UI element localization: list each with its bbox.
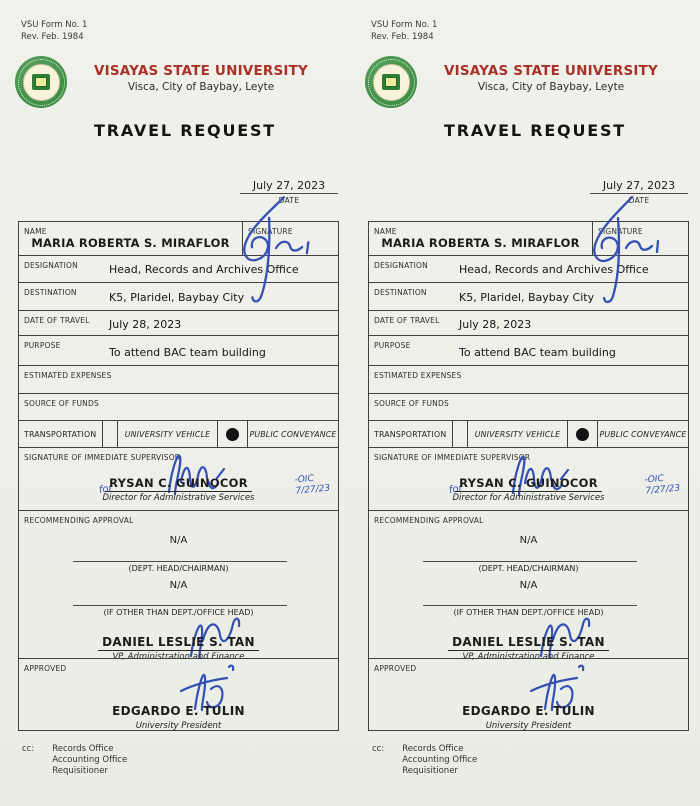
name-cell [369,222,593,255]
row-name [369,222,688,255]
signature-cell [243,222,338,255]
destination-value: K5, Plaridel, Baybay City [459,291,595,304]
name-cell [19,222,243,255]
university-address: Visca, City of Baybay, Leyte [127,81,275,93]
vsu-seal-icon [15,56,67,108]
cc-label: cc: [372,744,385,754]
seal-inner-ring [23,64,60,101]
supervisor-name-block [369,472,688,503]
approved-section-label: APPROVED [374,664,417,673]
vp-name: DANIEL LESLIE S. TAN [448,635,609,651]
vp-name: DANIEL LESLIE S. TAN [98,635,259,651]
oic-note-line2: 7/27/23 [645,482,681,496]
row-designation [369,255,688,282]
date-of-travel-value: July 28, 2023 [459,318,532,331]
row-date-of-travel [369,310,688,335]
president-name-block [369,700,688,731]
cc-item: Accounting Office [52,755,128,765]
cc-item: Requisitioner [402,766,458,776]
university-vehicle-option: UNIVERSITY VEHICLE [474,429,561,439]
recommending-section-label: RECOMMENDING APPROVAL [24,516,134,525]
other-head-signature-line [423,605,637,606]
vp-title: VP, Administration and Finance [462,652,595,662]
oic-note-line1: -OIC [644,473,665,486]
cc-items [402,744,477,777]
filled-circle-icon [226,428,239,441]
cc-item: Accounting Office [402,755,478,765]
vsu-seal-icon [365,56,417,108]
row-recommending-approval [369,510,688,662]
vp-title: VP, Administration and Finance [112,652,245,662]
cc-label: cc: [22,744,35,754]
form-number-line1: VSU Form No. 1 [371,20,438,30]
date-of-travel-label: DATE OF TRAVEL [374,316,440,325]
date-block [240,179,338,205]
supervisor-title: Director for Administrative Services [452,493,605,503]
designation-value: Head, Records and Archives Office [109,263,299,276]
date-label: DATE [628,196,650,205]
public-conveyance-cell [598,421,688,447]
document-title: TRAVEL REQUEST [93,121,277,140]
seal-emblem [382,74,400,90]
university-name: VISAYAS STATE UNIVERSITY [444,63,658,79]
row-source-of-funds [369,393,688,420]
row-supervisor [369,447,688,510]
designation-label: DESIGNATION [374,261,428,270]
estimated-expenses-label: ESTIMATED EXPENSES [374,371,462,380]
date-label: DATE [278,196,300,205]
cc-block [22,744,127,777]
supervisor-title: Director for Administrative Services [102,493,255,503]
president-title: University President [485,721,572,731]
form-number-line1: VSU Form No. 1 [21,20,88,30]
president-title: University President [135,721,222,731]
form-number [371,20,437,43]
row-date-of-travel [19,310,338,335]
dept-head-signature-line [423,561,637,562]
other-head-signature-line [73,605,287,606]
row-transportation [19,420,338,447]
transportation-label: TRANSPORTATION [24,429,97,439]
row-source-of-funds [19,393,338,420]
transportation-label-cell [19,421,103,447]
letterhead [418,63,684,93]
cc-items [52,744,127,777]
handwritten-for-note: for [98,482,114,497]
transportation-label-cell [369,421,453,447]
na-dept-head: N/A [169,535,188,546]
form-revision-line: Rev. Feb. 1984 [371,31,434,42]
supervisor-section-label: SIGNATURE OF IMMEDIATE SUPERVISOR [374,453,531,462]
supervisor-name-block [19,472,338,503]
destination-label: DESTINATION [374,288,427,297]
president-name: EDGARDO E. TULIN [462,704,595,718]
name-label: NAME [24,227,47,236]
form-number [21,20,87,43]
purpose-value: To attend BAC team building [459,346,616,359]
supervisor-name: RYSAN C. GUINOCOR [455,476,602,492]
filled-circle-icon [576,428,589,441]
supervisor-section-label: SIGNATURE OF IMMEDIATE SUPERVISOR [24,453,181,462]
supervisor-name: RYSAN C. GUINOCOR [105,476,252,492]
row-supervisor [19,447,338,510]
university-vehicle-cell [468,421,568,447]
form-revision-line: Rev. Feb. 1984 [21,31,84,42]
transport-selection-cell [218,421,248,447]
approved-section-label: APPROVED [24,664,67,673]
row-designation [19,255,338,282]
na-other-head: N/A [169,580,188,591]
na-other-head: N/A [519,580,538,591]
cc-block [372,744,477,777]
recommending-section-label: RECOMMENDING APPROVAL [374,516,484,525]
row-recommending-approval [19,510,338,662]
transportation-empty-cell [103,421,118,447]
letterhead [68,63,334,93]
row-estimated-expenses [369,365,688,393]
purpose-label: PURPOSE [24,341,61,350]
cc-item: Records Office [402,744,464,754]
purpose-label: PURPOSE [374,341,411,350]
purpose-value: To attend BAC team building [109,346,266,359]
university-vehicle-option: UNIVERSITY VEHICLE [124,429,211,439]
oic-note-line1: -OIC [294,473,315,486]
transport-selection-cell [568,421,598,447]
na-dept-head: N/A [519,535,538,546]
travel-request-table [18,221,339,731]
date-value: July 27, 2023 [590,179,688,194]
cc-item: Records Office [52,744,114,754]
other-head-caption: (IF OTHER THAN DEPT./OFFICE HEAD) [103,608,254,617]
public-conveyance-option: PUBLIC CONVEYANCE [249,429,337,439]
date-of-travel-value: July 28, 2023 [109,318,182,331]
seal-inner-ring [373,64,410,101]
row-approved [19,658,338,730]
university-name: VISAYAS STATE UNIVERSITY [94,63,308,79]
university-vehicle-cell [118,421,218,447]
date-block [590,179,688,205]
row-transportation [369,420,688,447]
transportation-empty-cell [453,421,468,447]
handwritten-for-note: for [448,482,464,497]
estimated-expenses-label: ESTIMATED EXPENSES [24,371,112,380]
row-destination [369,282,688,310]
row-name [19,222,338,255]
seal-emblem [32,74,50,90]
row-destination [19,282,338,310]
row-purpose [19,335,338,365]
transportation-label: TRANSPORTATION [374,429,447,439]
name-label: NAME [374,227,397,236]
destination-value: K5, Plaridel, Baybay City [109,291,245,304]
row-purpose [369,335,688,365]
travel-request-table [368,221,689,731]
name-value: MARIA ROBERTA S. MIRAFLOR [381,236,580,250]
designation-value: Head, Records and Archives Office [459,263,649,276]
signature-label: SIGNATURE [598,227,643,236]
date-value: July 27, 2023 [240,179,338,194]
dept-head-caption: (DEPT. HEAD/CHAIRMAN) [128,564,229,573]
president-name-block [19,700,338,731]
university-address: Visca, City of Baybay, Leyte [477,81,625,93]
source-of-funds-label: SOURCE OF FUNDS [24,399,99,408]
cc-item: Requisitioner [52,766,108,776]
president-name: EDGARDO E. TULIN [112,704,245,718]
date-of-travel-label: DATE OF TRAVEL [24,316,90,325]
designation-label: DESIGNATION [24,261,78,270]
form-copy [350,0,700,806]
public-conveyance-cell [248,421,338,447]
signature-cell [593,222,688,255]
signature-label: SIGNATURE [248,227,293,236]
name-value: MARIA ROBERTA S. MIRAFLOR [31,236,230,250]
dept-head-caption: (DEPT. HEAD/CHAIRMAN) [478,564,579,573]
row-approved [369,658,688,730]
row-estimated-expenses [19,365,338,393]
source-of-funds-label: SOURCE OF FUNDS [374,399,449,408]
destination-label: DESTINATION [24,288,77,297]
public-conveyance-option: PUBLIC CONVEYANCE [599,429,687,439]
oic-note-line2: 7/27/23 [295,482,331,496]
other-head-caption: (IF OTHER THAN DEPT./OFFICE HEAD) [453,608,604,617]
document-title: TRAVEL REQUEST [443,121,627,140]
dept-head-signature-line [73,561,287,562]
